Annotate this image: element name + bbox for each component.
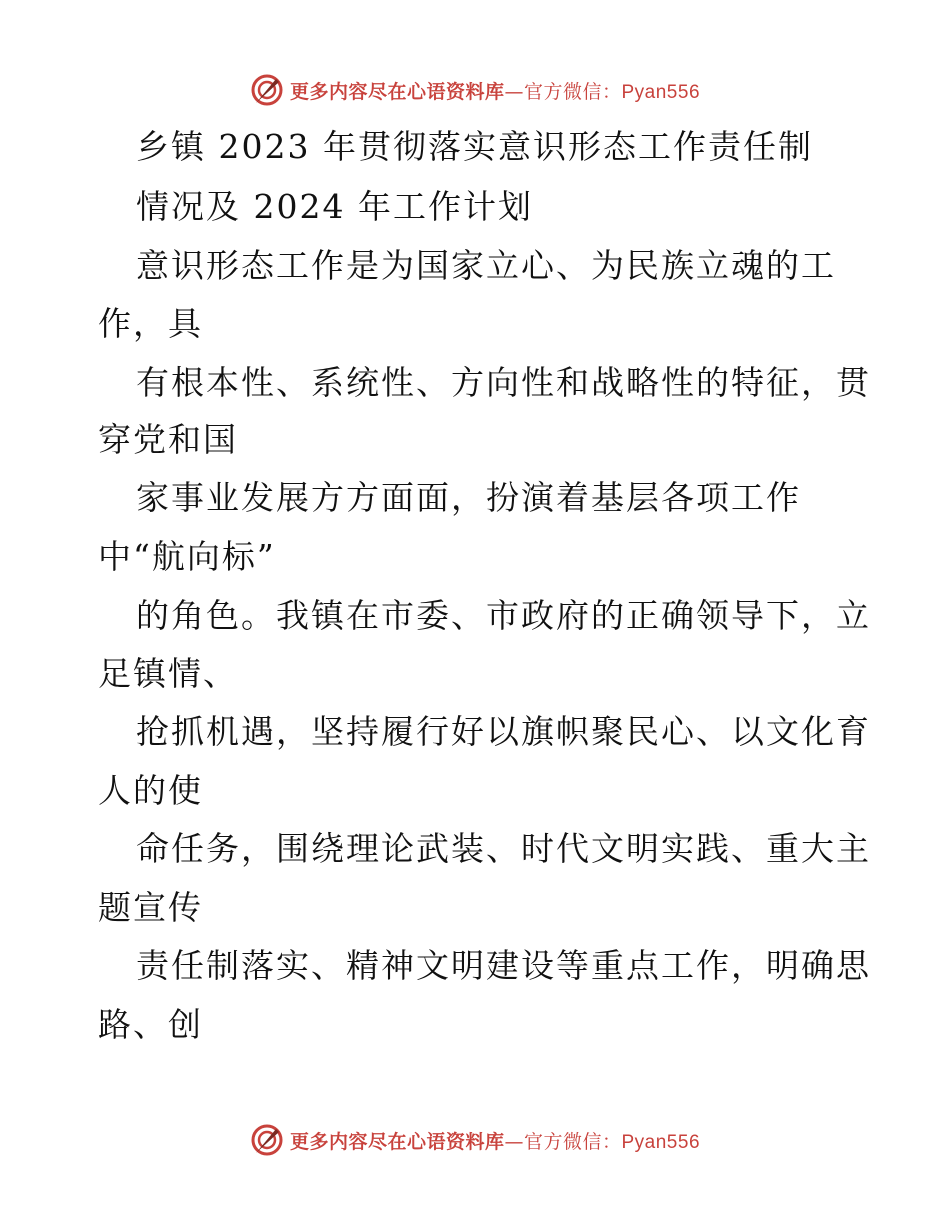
watermark-main: 更多内容尽在心语资料库: [289, 1130, 505, 1153]
paragraph-line: 家事业发展方方面面，扮演着基层各项工作: [136, 478, 801, 517]
paragraph-line: 意识形态工作是为国家立心、为民族立魂的工: [136, 246, 836, 285]
watermark-wechat-label: 官方微信：: [523, 1130, 622, 1153]
paragraph-line: 路、创: [98, 1005, 203, 1044]
paragraph-line: 题宣传: [98, 888, 203, 927]
paragraph-line: 中“航向标”: [98, 537, 276, 576]
document-title-line-1: 乡镇 2023 年贯彻落实意识形态工作责任制: [136, 127, 813, 166]
header-watermark: [0, 70, 950, 110]
footer-watermark: [0, 1120, 950, 1160]
watermark-text: [290, 77, 700, 104]
paragraph-line: 作，具: [98, 304, 203, 343]
watermark-text: [290, 1127, 700, 1154]
document-title-line-2: 情况及 2024 年工作计划: [136, 187, 533, 226]
paragraph-line: 的角色。我镇在市委、市政府的正确领导下，立: [136, 596, 871, 635]
watermark-separator: —: [504, 1130, 524, 1153]
watermark-separator: —: [504, 80, 524, 103]
quill-logo-icon: [250, 1123, 284, 1157]
paragraph-line: 有根本性、系统性、方向性和战略性的特征，贯: [136, 363, 871, 402]
paragraph-line: 抢抓机遇，坚持履行好以旗帜聚民心、以文化育: [136, 712, 871, 751]
paragraph-line: 足镇情、: [98, 654, 238, 693]
watermark-wechat-label: 官方微信：: [523, 80, 622, 103]
watermark-main: 更多内容尽在心语资料库: [289, 80, 505, 103]
paragraph-line: 命任务，围绕理论武装、时代文明实践、重大主: [136, 829, 871, 868]
watermark-wechat-id: Pyan556: [621, 81, 701, 103]
watermark-wechat-id: Pyan556: [621, 1131, 701, 1153]
paragraph-line: 责任制落实、精神文明建设等重点工作，明确思: [136, 946, 871, 985]
paragraph-line: 穿党和国: [98, 420, 238, 459]
quill-logo-icon: [250, 73, 284, 107]
paragraph-line: 人的使: [98, 771, 203, 810]
